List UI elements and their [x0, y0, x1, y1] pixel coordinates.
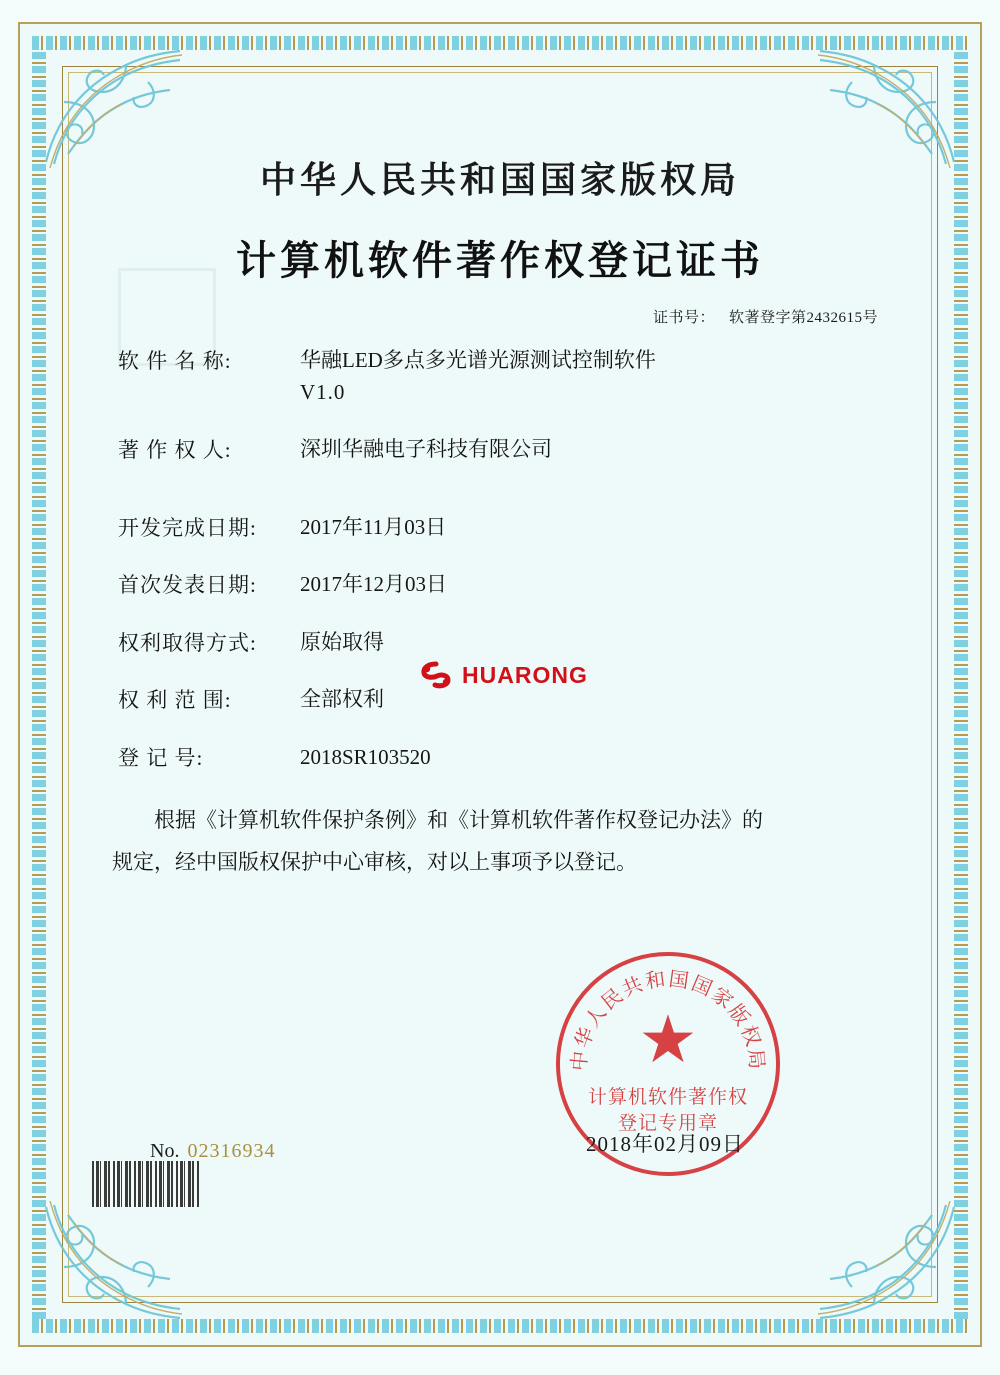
field-label: 首次发表日期:: [118, 573, 257, 597]
legal-statement: [100, 799, 900, 883]
barcode: [92, 1161, 200, 1207]
certificate-fields: [100, 345, 900, 773]
field-development-completion-date: [118, 512, 900, 544]
certificate-main-title: 计算机软件著作权登记证书: [236, 237, 764, 284]
issue-date: 2018年02月09日: [586, 1132, 744, 1156]
company-logo: [420, 660, 588, 690]
certificate-content: [100, 110, 900, 1275]
field-label: 软 件 名 称:: [118, 349, 232, 373]
field-label: 登 记 号:: [118, 745, 204, 770]
field-value-line2: V1.0: [300, 379, 346, 404]
field-value: [300, 345, 656, 408]
field-copyright-owner: [118, 434, 900, 466]
huarong-logo-icon: [420, 660, 454, 690]
seal-line-2: 登记专用章: [617, 1112, 718, 1134]
svg-text:中华人民共和国国家版权局: 中华人民共和国国家版权局: [566, 966, 770, 1072]
field-registration-number: [118, 742, 900, 774]
seal-line-1: 计算机软件著作权: [587, 1086, 748, 1108]
legal-statement-line-1: 根据《计算机软件保护条例》和《计算机软件著作权登记办法》的: [154, 808, 763, 832]
field-rights-acquisition-method: [118, 627, 900, 659]
certificate-number-label: 证书号：: [652, 310, 715, 326]
company-logo-text: HUARONG: [462, 661, 588, 688]
field-value: 全部权利: [300, 687, 384, 711]
field-software-name: [118, 345, 900, 408]
certificate-number-value: 软著登字第2432615号: [728, 310, 878, 326]
document-serial-number: [150, 1140, 275, 1163]
field-value-line1: 华融LED多点多光谱光源测试控制软件: [300, 348, 656, 372]
field-label: 权 利 范 围:: [118, 688, 232, 712]
legal-statement-line-2: 规定，经中国版权保护中心审核，对以上事项予以登记。: [112, 850, 637, 874]
document-serial-label: No.: [150, 1140, 180, 1162]
field-value: 2017年11月03日: [300, 514, 447, 539]
field-label: 权利取得方式:: [118, 630, 257, 655]
field-label: 著 作 权 人:: [118, 438, 232, 462]
field-first-publication-date: [118, 569, 900, 601]
field-value: 2017年12月03日: [300, 572, 447, 596]
certificate-number-line: [100, 306, 900, 327]
field-value: 深圳华融电子科技有限公司: [300, 437, 552, 461]
field-value: 2018SR103520: [300, 744, 431, 769]
field-value: 原始取得: [300, 629, 384, 654]
issuing-organization-title: 中华人民共和国国家版权局: [259, 159, 740, 201]
document-serial-value: 02316934: [187, 1140, 276, 1162]
field-label: 开发完成日期:: [118, 515, 257, 540]
seal-star-icon: ★: [638, 1004, 698, 1077]
